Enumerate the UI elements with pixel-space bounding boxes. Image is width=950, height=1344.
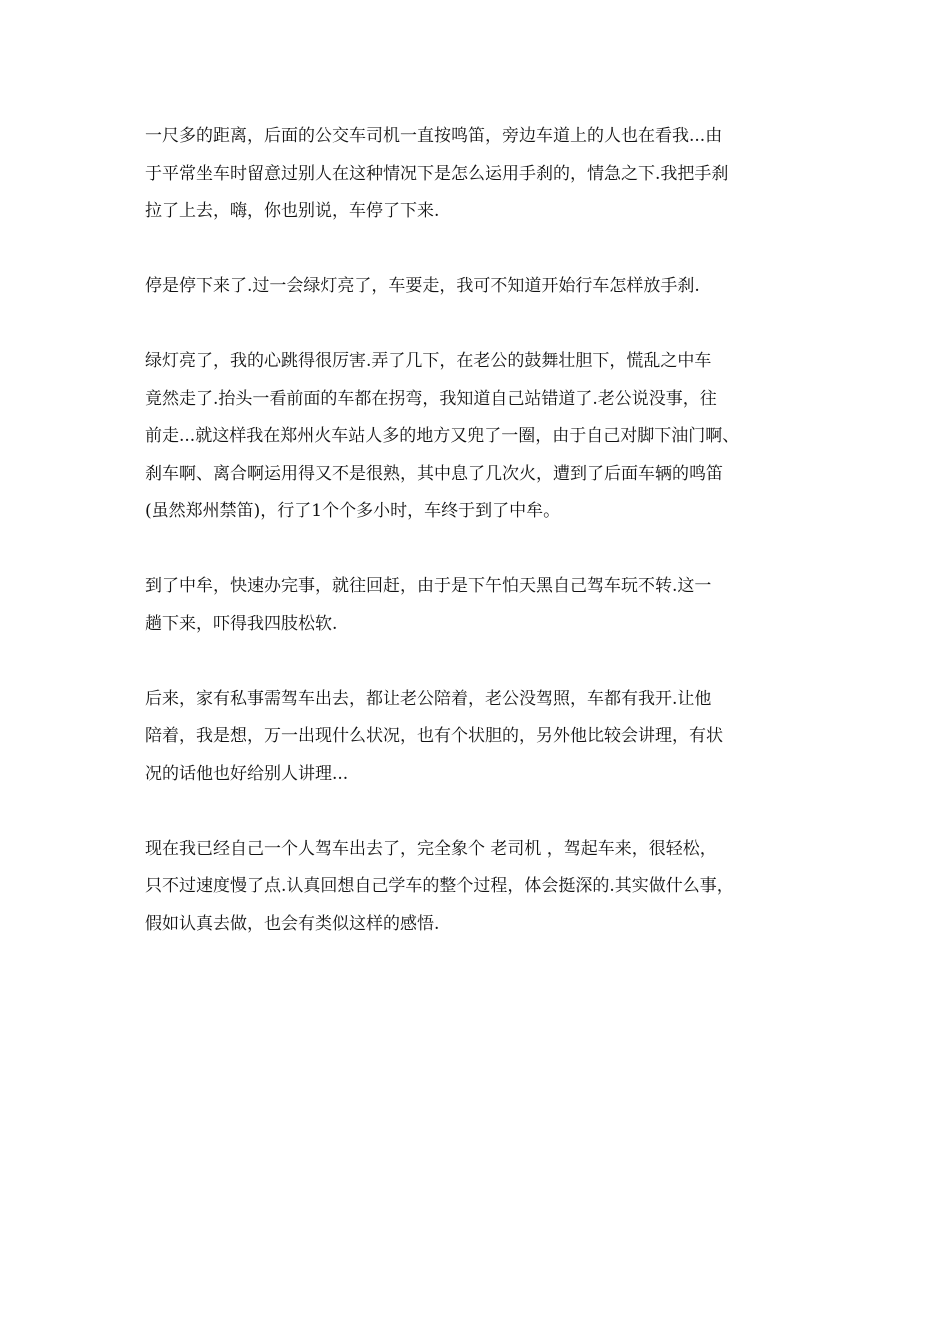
text-line: 现在我已经自己一个人驾车出去了，完全象个 老司机 ，驾起车来，很轻松， bbox=[145, 838, 717, 859]
text-line: 竟然走了.抬头一看前面的车都在拐弯，我知道自己站错道了.老公说没事，往 bbox=[145, 388, 717, 409]
text-line: 假如认真去做，也会有类似这样的感悟. bbox=[145, 913, 440, 934]
paragraph-3 bbox=[145, 343, 815, 531]
text-line: 刹车啊、离合啊运用得又不是很熟，其中息了几次火，遭到了后面车辆的鸣笛 bbox=[145, 463, 723, 484]
text-line: 到了中牟，快速办完事，就往回赶，由于是下午怕天黑自己驾车玩不转.这一 bbox=[145, 576, 712, 596]
text-line: 一尺多的距离，后面的公交车司机一直按鸣笛，旁边车道上的人也在看我...由 bbox=[145, 126, 723, 146]
text-line: (虽然郑州禁笛)，行了1个个多小时，车终于到了中牟。 bbox=[145, 501, 561, 521]
text-line: 况的话他也好给别人讲理... bbox=[145, 763, 349, 784]
text-line: 于平常坐车时留意过别人在这种情况下是怎么运用手刹的，情急之下.我把手刹 bbox=[145, 163, 729, 184]
text-line: 停是停下来了.过一会绿灯亮了，车要走，我可不知道开始行车怎样放手刹. bbox=[145, 276, 700, 296]
paragraph-2 bbox=[145, 268, 815, 306]
text-line: 绿灯亮了，我的心跳得很厉害.弄了几下，在老公的鼓舞壮胆下，慌乱之中车 bbox=[145, 351, 712, 371]
document-body bbox=[145, 118, 815, 981]
text-line: 陪着，我是想，万一出现什么状况，也有个状胆的，另外他比较会讲理，有状 bbox=[145, 726, 723, 746]
text-line: 前走...就这样我在郑州火车站人多的地方又兜了一圈，由于自己对脚下油门啊、 bbox=[145, 426, 740, 446]
paragraph-5 bbox=[145, 681, 815, 794]
paragraph-1 bbox=[145, 118, 815, 231]
text-line: 只不过速度慢了点.认真回想自己学车的整个过程，体会挺深的.其实做什么事， bbox=[145, 876, 734, 896]
paragraph-6 bbox=[145, 831, 815, 944]
paragraph-4 bbox=[145, 568, 815, 643]
text-line: 趟下来，吓得我四肢松软. bbox=[145, 613, 338, 634]
text-line: 后来，家有私事需驾车出去，都让老公陪着，老公没驾照，车都有我开.让他 bbox=[145, 688, 712, 709]
text-line: 拉了上去，嗨，你也别说，车停了下来. bbox=[145, 201, 440, 221]
